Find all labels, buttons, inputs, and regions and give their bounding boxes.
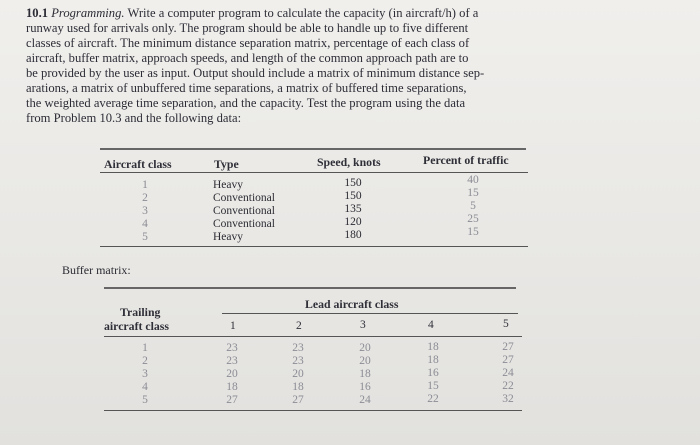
table-cell: 23 (292, 342, 304, 354)
table-cell: 20 (359, 342, 371, 354)
table-cell: 120 (344, 216, 362, 228)
table-cell: 18 (226, 381, 238, 393)
table-cell: 22 (502, 380, 514, 392)
table-cell: 2 (142, 355, 148, 367)
table-cell: 20 (226, 368, 238, 380)
type-column (213, 179, 275, 244)
lead-class-label: 4 (428, 319, 434, 331)
lead-class-label: 2 (296, 320, 302, 332)
problem-title: Programming. (51, 6, 125, 20)
table-cell: Heavy (213, 231, 244, 243)
table-cell: 15 (467, 187, 479, 199)
table-cell: 15 (467, 226, 479, 238)
table-cell: 5 (142, 231, 148, 243)
table-cell: Conventional (213, 192, 275, 204)
table-header-rule (100, 172, 528, 173)
table-top-rule (100, 148, 526, 150)
problem-paragraph (26, 6, 614, 126)
table-cell: 15 (427, 380, 439, 392)
table-cell: 16 (427, 367, 439, 379)
percent-header: Percent of traffic (423, 153, 509, 167)
lead-class-label: 5 (503, 318, 509, 330)
table-cell: 32 (502, 393, 514, 405)
table-cell: 20 (359, 355, 371, 367)
buffer-bottom-rule (104, 410, 522, 411)
problem-text: runway used for arrivals only. The program should be able to handle up to five different (26, 21, 469, 35)
problem-text: aircraft, buffer matrix, approach speeds, and length of the common approach path are to (26, 51, 469, 65)
table-cell: 135 (344, 203, 362, 215)
buffer-column-1 (222, 342, 242, 407)
buffer-header-rule (104, 336, 522, 337)
table-cell: Conventional (213, 218, 275, 230)
problem-number: 10.1 (26, 6, 49, 20)
table-cell: 24 (359, 394, 371, 406)
table-cell: Heavy (213, 179, 244, 191)
table-cell: 150 (344, 190, 362, 202)
table-cell: 24 (502, 367, 514, 379)
table-cell: 1 (142, 179, 148, 191)
table-cell: 27 (292, 394, 304, 406)
problem-text: from Problem 10.3 and the following data: (26, 111, 242, 125)
problem-text: the weighted average time separation, and the capacity. Test the program using the data (26, 96, 466, 110)
table-cell: 5 (142, 394, 148, 406)
table-cell: 1 (142, 342, 148, 354)
lead-class-label: 1 (230, 320, 236, 332)
aircraft-class-header: Aircraft class (104, 157, 172, 171)
table-cell: 3 (142, 368, 148, 380)
problem-text: classes of aircraft. The minimum distance separation matrix, percentage of each class of (26, 36, 470, 50)
table-cell: 18 (427, 341, 439, 353)
table-cell: 27 (226, 394, 238, 406)
table-cell: 25 (467, 213, 479, 225)
speed-column (340, 177, 366, 242)
lead-header-rule (222, 313, 518, 314)
table-cell: 23 (226, 355, 238, 367)
type-header: Type (214, 157, 239, 171)
percent-column (462, 174, 484, 239)
aircraft-class-column (140, 179, 150, 244)
table-cell: 16 (359, 381, 371, 393)
problem-line-1 (26, 6, 614, 21)
buffer-top-rule (104, 287, 516, 289)
table-cell: 180 (344, 229, 362, 241)
table-cell: 40 (467, 174, 479, 186)
buffer-column-3 (355, 342, 375, 407)
table-cell: 150 (344, 177, 362, 189)
lead-aircraft-header: Lead aircraft class (305, 297, 399, 311)
table-cell: 22 (427, 393, 439, 405)
trailing-header: aircraft class (104, 319, 169, 333)
table-cell: 4 (142, 381, 148, 393)
table-cell: 27 (502, 341, 514, 353)
table-cell: 18 (427, 354, 439, 366)
table-cell: 2 (142, 192, 148, 204)
table-cell: 23 (226, 342, 238, 354)
table-cell: 20 (292, 368, 304, 380)
lead-class-label: 3 (360, 319, 366, 331)
speed-header: Speed, knots (317, 155, 381, 169)
table-cell: 5 (470, 200, 476, 212)
table-bottom-rule (100, 246, 528, 247)
table-cell: 18 (359, 368, 371, 380)
problem-text: Write a computer program to calculate the capacity (in aircraft/h) of a (127, 6, 479, 20)
table-cell: Conventional (213, 205, 275, 217)
problem-text: be provided by the user as input. Output should include a matrix of minimum distance sep- (26, 66, 485, 80)
table-cell: 27 (502, 354, 514, 366)
buffer-column-2 (288, 342, 308, 407)
buffer-column-4 (423, 341, 443, 406)
trailing-class-column (140, 342, 150, 407)
trailing-header: Trailing (120, 305, 161, 319)
problem-text: arations, a matrix of unbuffered time separations, a matrix of buffered time separations, (26, 81, 467, 95)
table-cell: 23 (292, 355, 304, 367)
buffer-matrix-label: Buffer matrix: (62, 263, 131, 277)
table-cell: 18 (292, 381, 304, 393)
table-cell: 3 (142, 205, 148, 217)
table-cell: 4 (142, 218, 148, 230)
buffer-column-5 (498, 341, 518, 406)
